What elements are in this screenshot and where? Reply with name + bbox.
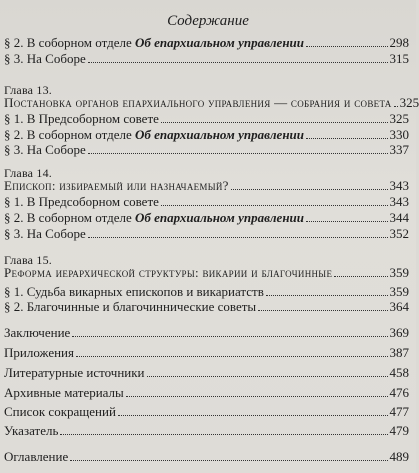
toc-entry-back: Приложения 387	[4, 345, 409, 360]
chapter-title: Епископ: избираемый или назначаемый? 343	[4, 178, 409, 193]
chapter-label: Глава 14.	[4, 166, 52, 180]
toc-entry-back: Список сокращений 477	[4, 404, 409, 419]
toc-entry-back: Архивные материалы 476	[4, 385, 409, 400]
chapter-title: Постановка органов епархиального управления — собрания и совета 325	[4, 95, 419, 110]
toc-entry: § 3. На Соборе 337	[4, 142, 409, 157]
toc-entry-back: Заключение 369	[4, 325, 409, 340]
toc-entry-back: Оглавление 489	[4, 449, 409, 464]
toc-entry: § 2. В соборном отделе Об епархиальном управлении 298	[4, 35, 409, 50]
chapter-label: Глава 13.	[4, 83, 52, 97]
toc-entry-back: Указатель 479	[4, 423, 409, 438]
toc-entry: § 2. В соборном отделе Об епархиальном управлении 330	[4, 127, 409, 142]
toc-entry: § 2. Благочинные и благочиннические советы 364	[4, 299, 409, 314]
toc-entry: § 3. На Соборе 315	[4, 51, 409, 66]
chapter-label: Глава 15.	[4, 253, 52, 267]
toc-entry: § 1. В Предсоборном совете 343	[4, 194, 409, 209]
chapter-title: Реформа иерархической структуры: викарии и благочинные 359	[4, 265, 409, 280]
toc-heading: Содержание	[167, 13, 249, 29]
toc-entry: § 1. В Предсоборном совете 325	[4, 111, 409, 126]
toc-entry: § 2. В соборном отделе Об епархиальном управлении 344	[4, 210, 409, 225]
toc-entry: § 3. На Соборе 352	[4, 226, 409, 241]
toc-entry: § 1. Судьба викарных епископов и викариатств 359	[4, 284, 409, 299]
toc-entry-back: Литературные источники 458	[4, 365, 409, 380]
